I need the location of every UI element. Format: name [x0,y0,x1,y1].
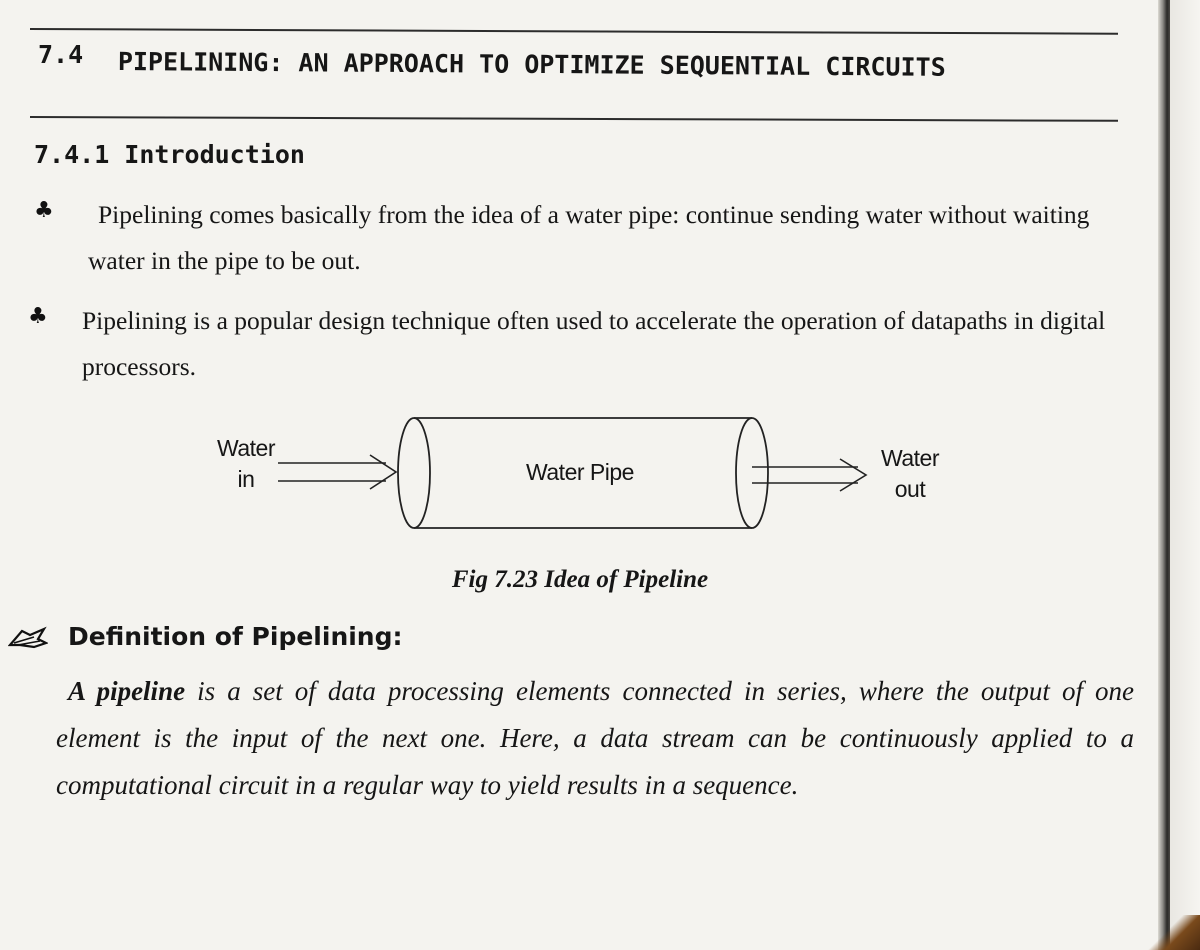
section-title: PIPELINING: AN APPROACH TO OPTIMIZE SEQUENTIAL CIRCUITS [117,46,946,82]
outlet-arrow [752,459,866,491]
water-in-label-line2: in [237,466,255,492]
adjacent-page-edge [1170,0,1200,950]
subsection-title: 7.4.1 Introduction [34,140,305,169]
section-number: 7.4 [38,40,84,69]
section-rule-top [30,28,1118,35]
water-out-label-line2: out [894,476,926,502]
water-out-label-line1: Water [881,445,939,471]
definition-heading: Definition of Pipelining: [68,622,403,651]
water-in-label-line1: Water [217,435,275,461]
water-in-label [206,435,286,493]
book-corner [1148,915,1200,950]
water-out-label [870,445,950,503]
water-pipe-label: Water Pipe [526,459,634,485]
bullet-paragraph-1: Pipelining comes basically from the idea of a water pipe: continue sending water without waiting water in the pipe to be out. [88,200,1090,275]
club-bullet-icon: ♣ [28,304,48,329]
inlet-arrow [278,455,396,489]
page-spine [1158,0,1170,950]
pipeline-figure [200,405,960,545]
section-rule-bottom [30,116,1118,122]
club-bullet-icon: ♣ [34,198,54,223]
bullet-paragraph-2: Pipelining is a popular design technique often used to accelerate the operation of datapaths in digital processors. [82,306,1106,381]
pen-hand-icon [8,625,48,656]
figure-caption: Fig 7.23 Idea of Pipeline [451,566,709,593]
definition-paragraph [56,668,1134,809]
definition-body: is a set of data processing elements connected in series, where the output of one element is the input of the next one. Here, a data stream can be continuously applied to a computational circuit in a regular way to yield results in a sequence. [56,676,1135,800]
definition-term: A pipeline [68,676,186,706]
